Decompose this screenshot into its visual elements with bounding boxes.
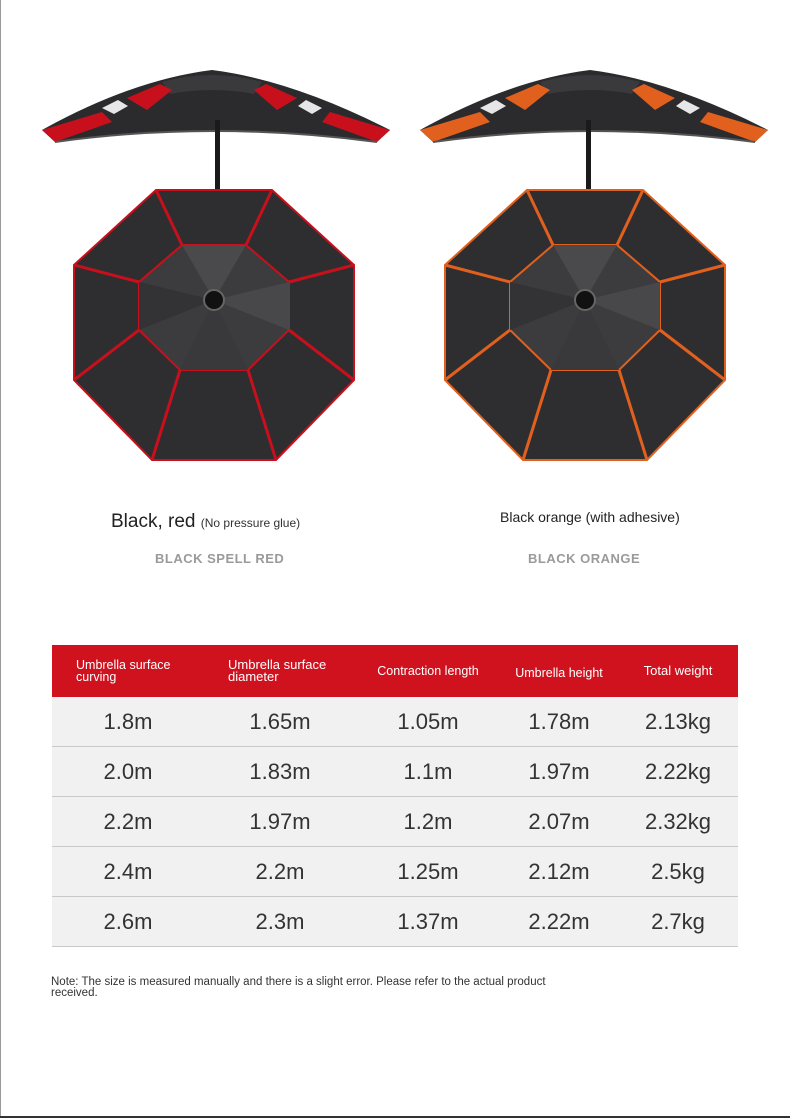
caption-black-red (111, 511, 300, 533)
table-row (52, 797, 738, 847)
cell-diameter: 1.65m (204, 697, 356, 747)
cell-diameter: 2.3m (204, 897, 356, 947)
caption-black-red-title: Black, red (111, 511, 196, 532)
top-view-canopy (445, 190, 725, 460)
cell-contraction: 1.37m (356, 897, 500, 947)
table-row (52, 897, 738, 947)
product-image-black-orange (400, 60, 780, 480)
header-umbrella-height-label: Umbrella height (515, 666, 603, 680)
table-row (52, 847, 738, 897)
cell-contraction: 1.25m (356, 847, 500, 897)
caption-black-red-sub: BLACK SPELL RED (155, 551, 285, 566)
cell-curving: 2.2m (52, 797, 204, 847)
cell-height: 2.22m (500, 897, 618, 947)
cell-diameter: 1.97m (204, 797, 356, 847)
table-row (52, 697, 738, 747)
cell-diameter: 2.2m (204, 847, 356, 897)
header-contraction-length-label: Contraction length (377, 664, 479, 678)
cell-weight: 2.13kg (618, 697, 738, 747)
cell-curving: 1.8m (52, 697, 204, 747)
caption-black-red-note: (No pressure glue) (200, 516, 301, 530)
header-umbrella-height (500, 645, 618, 697)
cell-curving: 2.4m (52, 847, 204, 897)
header-surface-curving (52, 645, 204, 697)
umbrella-black-red-illustration (22, 60, 402, 480)
cell-height: 2.12m (500, 847, 618, 897)
cell-diameter: 1.83m (204, 747, 356, 797)
header-total-weight-label: Total weight (643, 663, 713, 678)
cell-height: 1.78m (500, 697, 618, 747)
cell-curving: 2.0m (52, 747, 204, 797)
cell-weight: 2.22kg (618, 747, 738, 797)
cell-contraction: 1.1m (356, 747, 500, 797)
header-surface-diameter (204, 645, 356, 697)
cell-weight: 2.7kg (618, 897, 738, 947)
header-surface-curving-label: Umbrella surface curving (76, 658, 171, 684)
cell-height: 2.07m (500, 797, 618, 847)
caption-black-orange-sub: BLACK ORANGE (528, 551, 641, 566)
header-surface-diameter-label: Umbrella surface diameter (228, 657, 327, 684)
table-row (52, 747, 738, 797)
caption-black-orange-title: Black orange (with adhesive) (500, 509, 680, 525)
umbrella-black-orange-illustration (400, 60, 780, 480)
measurement-note: Note: The size is measured manually and there is a slight error. Please refer to the actual product received. (51, 976, 546, 999)
side-view-canopy (420, 70, 768, 190)
cell-curving: 2.6m (52, 897, 204, 947)
header-contraction-length (356, 645, 500, 697)
cell-weight: 2.5kg (618, 847, 738, 897)
cell-contraction: 1.05m (356, 697, 500, 747)
top-view-canopy (74, 190, 354, 460)
product-image-black-red (22, 60, 402, 480)
cell-height: 1.97m (500, 747, 618, 797)
cell-contraction: 1.2m (356, 797, 500, 847)
page-frame-left (0, 0, 1, 1118)
cell-weight: 2.32kg (618, 797, 738, 847)
side-view-canopy (42, 70, 390, 190)
spec-table (52, 645, 738, 947)
table-header-row (52, 645, 738, 697)
header-total-weight (618, 645, 738, 697)
